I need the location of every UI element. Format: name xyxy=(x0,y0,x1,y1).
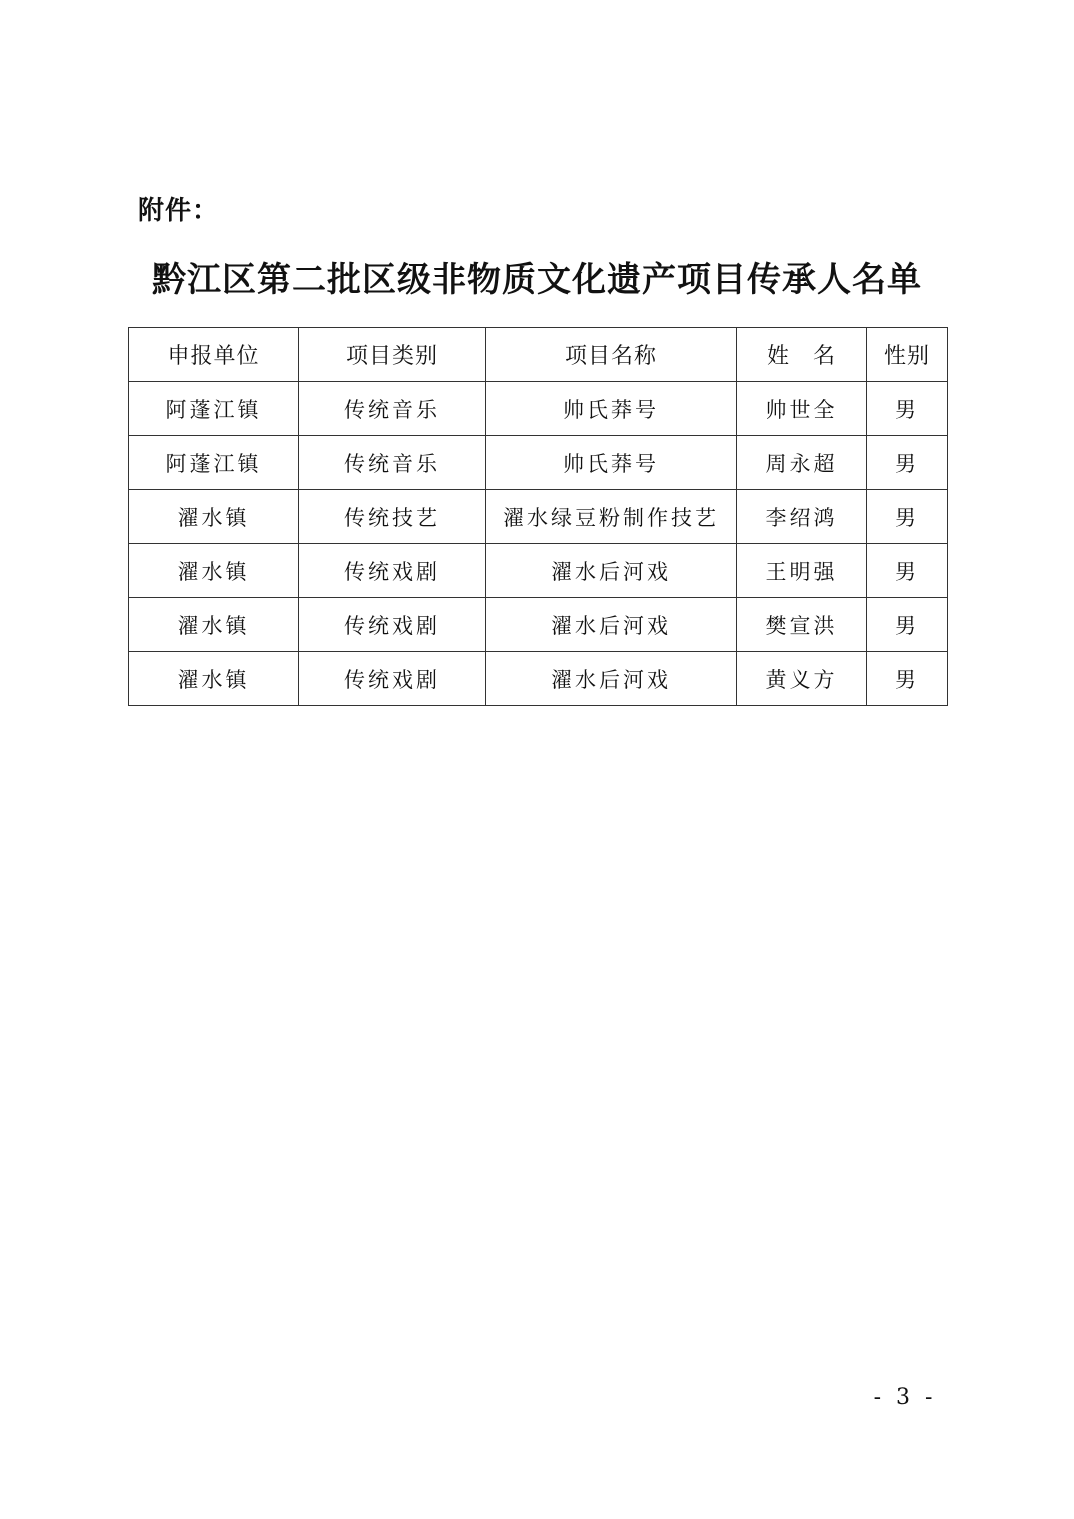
cell-project-name: 帅氏莽号 xyxy=(486,382,737,436)
cell-applicant-unit: 濯水镇 xyxy=(129,598,299,652)
cell-person-name: 周永超 xyxy=(737,436,867,490)
cell-gender: 男 xyxy=(867,490,948,544)
header-project-name: 项目名称 xyxy=(486,328,737,382)
cell-project-name: 濯水后河戏 xyxy=(486,544,737,598)
table-row xyxy=(129,382,948,436)
inheritor-table xyxy=(128,327,948,706)
table-row xyxy=(129,544,948,598)
cell-applicant-unit: 阿蓬江镇 xyxy=(129,436,299,490)
header-applicant-unit: 申报单位 xyxy=(129,328,299,382)
cell-project-category: 传统戏剧 xyxy=(299,598,486,652)
table-row xyxy=(129,598,948,652)
cell-project-name: 濯水后河戏 xyxy=(486,598,737,652)
cell-project-name: 帅氏莽号 xyxy=(486,436,737,490)
header-gender: 性别 xyxy=(867,328,948,382)
cell-person-name: 樊宣洪 xyxy=(737,598,867,652)
cell-project-category: 传统戏剧 xyxy=(299,544,486,598)
cell-gender: 男 xyxy=(867,544,948,598)
cell-gender: 男 xyxy=(867,652,948,706)
cell-person-name: 黄义方 xyxy=(737,652,867,706)
table-row xyxy=(129,490,948,544)
document-title: 黔江区第二批区级非物质文化遗产项目传承人名单 xyxy=(152,260,922,300)
cell-person-name: 李绍鸿 xyxy=(737,490,867,544)
cell-project-category: 传统戏剧 xyxy=(299,652,486,706)
cell-applicant-unit: 濯水镇 xyxy=(129,544,299,598)
cell-applicant-unit: 阿蓬江镇 xyxy=(129,382,299,436)
table-header-row xyxy=(129,328,948,382)
cell-gender: 男 xyxy=(867,382,948,436)
cell-person-name: 帅世全 xyxy=(737,382,867,436)
cell-gender: 男 xyxy=(867,436,948,490)
cell-project-name: 濯水后河戏 xyxy=(486,652,737,706)
cell-project-category: 传统音乐 xyxy=(299,382,486,436)
cell-project-category: 传统技艺 xyxy=(299,490,486,544)
cell-applicant-unit: 濯水镇 xyxy=(129,490,299,544)
header-person-name: 姓 名 xyxy=(737,328,867,382)
page-number: - 3 - xyxy=(873,1385,937,1410)
table-row xyxy=(129,436,948,490)
cell-person-name: 王明强 xyxy=(737,544,867,598)
cell-gender: 男 xyxy=(867,598,948,652)
cell-project-category: 传统音乐 xyxy=(299,436,486,490)
table-row xyxy=(129,652,948,706)
header-project-category: 项目类别 xyxy=(299,328,486,382)
cell-applicant-unit: 濯水镇 xyxy=(129,652,299,706)
attachment-label: 附件： xyxy=(138,196,220,226)
cell-project-name: 濯水绿豆粉制作技艺 xyxy=(486,490,737,544)
